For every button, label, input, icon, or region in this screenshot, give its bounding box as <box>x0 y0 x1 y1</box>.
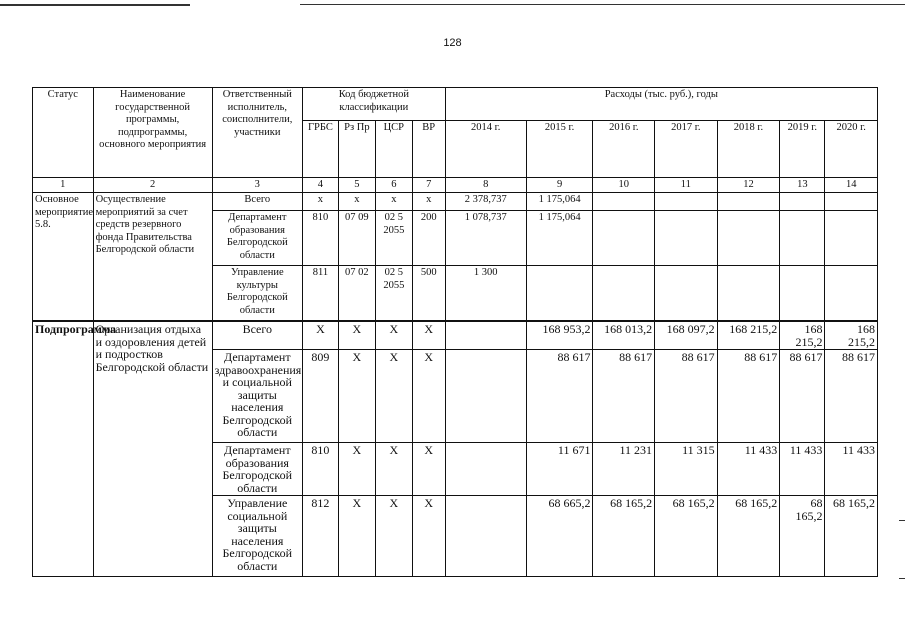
executor-cell: Департамент образования Белгородской области <box>212 443 302 496</box>
header-year: 2016 г. <box>593 121 655 178</box>
value-cell <box>717 193 780 211</box>
grbs-cell: 812 <box>302 496 338 577</box>
value-cell <box>717 266 780 322</box>
header-executor: Ответственный исполнитель, соисполнители, участники <box>212 88 302 178</box>
rzpr-cell: Х <box>338 443 375 496</box>
header-year: 2018 г. <box>717 121 780 178</box>
page-number: 128 <box>443 37 462 49</box>
header-row <box>33 88 878 121</box>
csr-cell: 02 5 2055 <box>375 211 412 266</box>
vr-cell: 500 <box>412 266 445 322</box>
grbs-cell: Х <box>302 321 338 350</box>
value-cell: 1 078,737 <box>445 211 526 266</box>
value-cell: 1 175,064 <box>526 193 593 211</box>
value-cell: 11 433 <box>825 443 878 496</box>
executor-cell: Всего <box>212 321 302 350</box>
value-cell <box>593 266 655 322</box>
value-cell <box>526 266 593 322</box>
value-cell <box>445 321 526 350</box>
value-cell: 11 433 <box>717 443 780 496</box>
value-cell: 88 617 <box>655 350 718 443</box>
executor-cell: Департамент образования Белгородской области <box>212 211 302 266</box>
executor-cell: Управление культуры Белгородской области <box>212 266 302 322</box>
value-cell: 88 617 <box>780 350 825 443</box>
executor-cell: Департамент здравоохранения и социальной защиты населения Белгородской области <box>212 350 302 443</box>
value-cell <box>825 193 878 211</box>
table-row <box>33 193 878 211</box>
header-year: 2015 г. <box>526 121 593 178</box>
value-cell: 168 953,2 <box>526 321 593 350</box>
vr-cell: Х <box>412 321 445 350</box>
column-number: 7 <box>412 178 445 193</box>
column-number: 12 <box>717 178 780 193</box>
grbs-cell: x <box>302 193 338 211</box>
value-cell: 68 165,2 <box>655 496 718 577</box>
value-cell: 11 231 <box>593 443 655 496</box>
header-vr: ВР <box>412 121 445 178</box>
column-number: 9 <box>526 178 593 193</box>
value-cell: 88 617 <box>526 350 593 443</box>
value-cell: 168 215,2 <box>717 321 780 350</box>
grbs-cell: 810 <box>302 211 338 266</box>
budget-table <box>32 87 878 577</box>
column-number-row <box>33 178 878 193</box>
grbs-cell: 810 <box>302 443 338 496</box>
value-cell <box>445 496 526 577</box>
value-cell: 68 165,2 <box>593 496 655 577</box>
value-cell: 11 671 <box>526 443 593 496</box>
header-year: 2017 г. <box>655 121 718 178</box>
value-cell: 88 617 <box>593 350 655 443</box>
column-number: 6 <box>375 178 412 193</box>
header-grbs: ГРБС <box>302 121 338 178</box>
value-cell: 68 165,2 <box>717 496 780 577</box>
value-cell <box>825 266 878 322</box>
section-name: Осуществление мероприятий за счет средств резервного фонда Правительства Белгородской области <box>93 193 212 322</box>
column-number: 14 <box>825 178 878 193</box>
value-cell: 88 617 <box>825 350 878 443</box>
rzpr-cell: Х <box>338 350 375 443</box>
header-rzpr: Рз Пр <box>338 121 375 178</box>
value-cell: 2 378,737 <box>445 193 526 211</box>
rzpr-cell: 07 02 <box>338 266 375 322</box>
vr-cell: 200 <box>412 211 445 266</box>
value-cell: 11 315 <box>655 443 718 496</box>
value-cell <box>780 266 825 322</box>
column-number: 4 <box>302 178 338 193</box>
column-number: 2 <box>93 178 212 193</box>
column-number: 10 <box>593 178 655 193</box>
value-cell: 168 215,2 <box>825 321 878 350</box>
column-number: 8 <box>445 178 526 193</box>
value-cell <box>780 193 825 211</box>
section-status: Подпрограмма <box>33 321 94 577</box>
vr-cell: Х <box>412 350 445 443</box>
header-year: 2014 г. <box>445 121 526 178</box>
value-cell <box>655 211 718 266</box>
value-cell: 11 433 <box>780 443 825 496</box>
table-row <box>33 321 878 350</box>
header-name: Наименование государственной программы, подпрограммы, основного мероприятия <box>93 88 212 178</box>
csr-cell: Х <box>375 350 412 443</box>
value-cell <box>655 266 718 322</box>
vr-cell: Х <box>412 496 445 577</box>
csr-cell: x <box>375 193 412 211</box>
grbs-cell: 809 <box>302 350 338 443</box>
value-cell: 88 617 <box>717 350 780 443</box>
header-year: 2020 г. <box>825 121 878 178</box>
executor-cell: Управление социальной защиты населения Белгородской области <box>212 496 302 577</box>
value-cell: 1 300 <box>445 266 526 322</box>
value-cell <box>717 211 780 266</box>
value-cell <box>445 350 526 443</box>
rzpr-cell: Х <box>338 321 375 350</box>
grbs-cell: 811 <box>302 266 338 322</box>
column-number: 5 <box>338 178 375 193</box>
executor-cell: Всего <box>212 193 302 211</box>
value-cell <box>780 211 825 266</box>
value-cell: 168 013,2 <box>593 321 655 350</box>
margin-mark <box>899 520 905 521</box>
vr-cell: Х <box>412 443 445 496</box>
header-status: Статус <box>33 88 94 178</box>
header-budget-code: Код бюджетной классификации <box>302 88 445 121</box>
csr-cell: Х <box>375 321 412 350</box>
top-rule-left <box>0 4 190 6</box>
rzpr-cell: 07 09 <box>338 211 375 266</box>
csr-cell: Х <box>375 496 412 577</box>
column-number: 3 <box>212 178 302 193</box>
value-cell <box>825 211 878 266</box>
section-name: Организация отдыха и оздоровления детей и подростков Белгородской области <box>93 321 212 577</box>
column-number: 11 <box>655 178 718 193</box>
column-number: 1 <box>33 178 94 193</box>
value-cell <box>593 211 655 266</box>
value-cell <box>593 193 655 211</box>
header-csr: ЦСР <box>375 121 412 178</box>
vr-cell: x <box>412 193 445 211</box>
value-cell <box>655 193 718 211</box>
value-cell: 168 215,2 <box>780 321 825 350</box>
value-cell: 1 175,064 <box>526 211 593 266</box>
column-number: 13 <box>780 178 825 193</box>
margin-mark <box>899 578 905 579</box>
top-rule-right <box>300 4 905 5</box>
header-year: 2019 г. <box>780 121 825 178</box>
csr-cell: Х <box>375 443 412 496</box>
value-cell: 168 097,2 <box>655 321 718 350</box>
value-cell <box>445 443 526 496</box>
section-status: Основное мероприятие 5.8. <box>33 193 94 322</box>
header-expenses: Расходы (тыс. руб.), годы <box>445 88 877 121</box>
value-cell: 68 165,2 <box>780 496 825 577</box>
value-cell: 68 165,2 <box>825 496 878 577</box>
value-cell: 68 665,2 <box>526 496 593 577</box>
rzpr-cell: Х <box>338 496 375 577</box>
csr-cell: 02 5 2055 <box>375 266 412 322</box>
rzpr-cell: x <box>338 193 375 211</box>
